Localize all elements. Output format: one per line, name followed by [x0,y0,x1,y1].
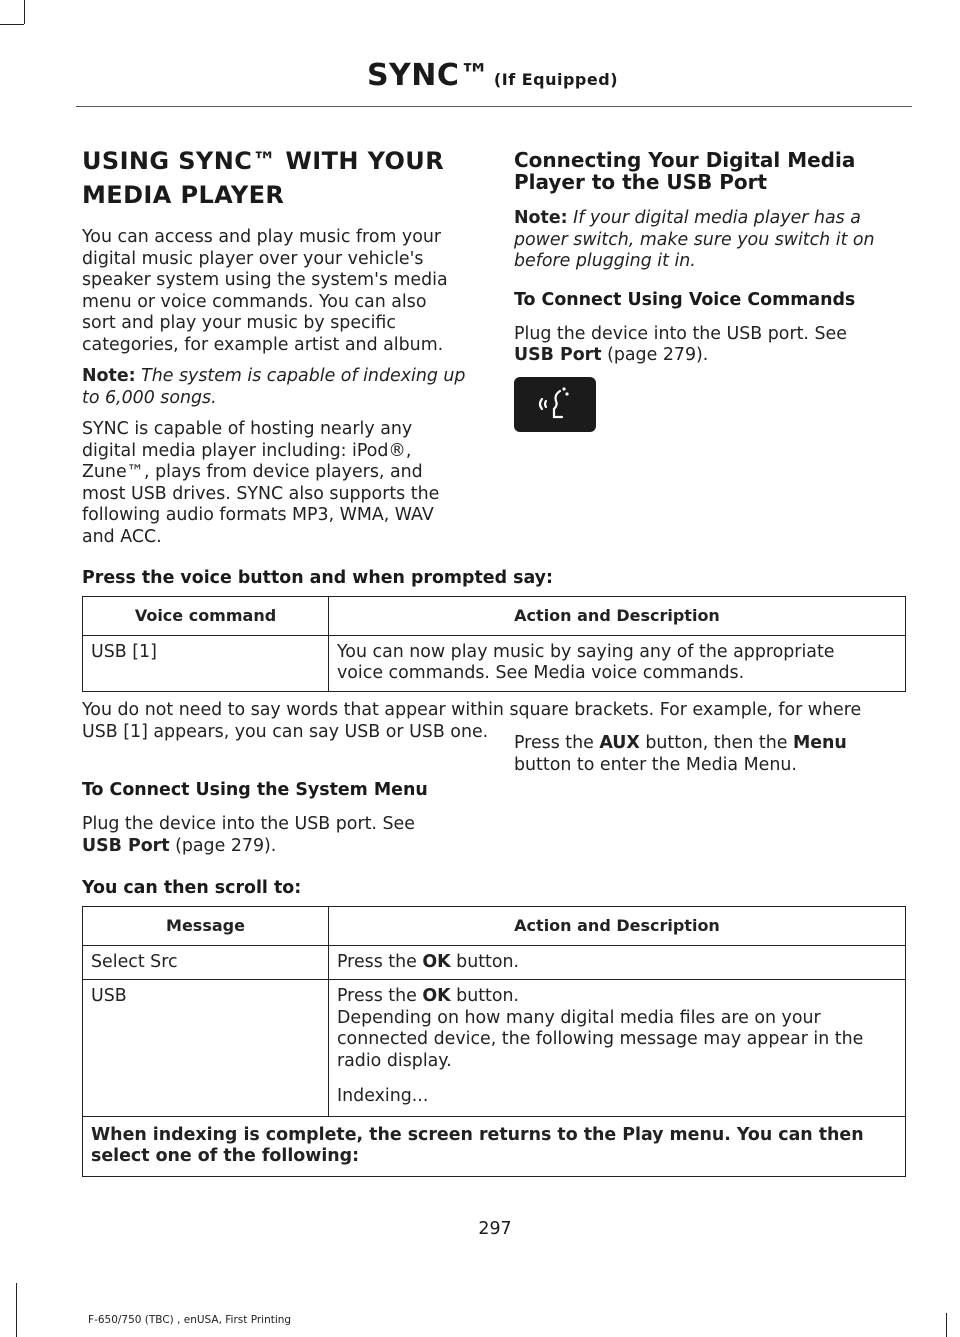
column-header: Message [83,907,329,946]
system-menu-plug-instruction: Plug the device into the USB port. See USB Port (page 279). [82,814,415,856]
voice-commands-heading: To Connect Using Voice Commands [514,289,856,310]
column-header: Action and Description [329,907,906,946]
power-switch-note: Note: If your digital media player has a power switch, make sure you switch it on before plugging it in. [514,208,875,271]
indexing-complete-note: When indexing is complete, the screen returns to the Play menu. You can then select one of the following: [83,1116,906,1176]
supported-players-paragraph: SYNC is capable of hosting nearly any digital media player including: iPod®, Zune™, plays from device players, and most USB drives. SYNC also supports the following audio formats MP3, WMA, WAV and ACC. [82,419,440,547]
table-header-row [83,907,906,946]
action-cell: Press the OK button. Depending on how many digital media files are on your connected device, the following message may appear in the radio display. Indexing... [329,980,906,1117]
message-cell: Select Src [83,945,329,980]
voice-command-table [82,596,906,692]
note-label: Note: [514,208,568,228]
column-header: Action and Description [329,597,906,636]
right-column [514,149,914,367]
usb-port-reference: USB Port [514,345,602,365]
usb-port-reference: USB Port [82,835,170,856]
crop-mark-bottom-right [946,1313,947,1337]
voice-command-cell: USB [1] [83,635,329,691]
table-row [83,945,906,980]
section-heading: USING SYNC™ WITH YOUR MEDIA PLAYER [82,147,445,209]
voice-prompt: Press the voice button and when prompted say: [82,568,553,588]
page-header [367,58,618,93]
system-menu-heading: To Connect Using the System Menu [82,780,428,800]
note-label: Note: [82,366,136,386]
table-footer-row [83,1116,906,1176]
left-column [82,144,482,548]
voice-button-icon [514,377,596,432]
page-number: 297 [478,1219,512,1239]
action-cell: You can now play music by saying any of the appropriate voice commands. See Media voice commands. [329,635,906,691]
table-row [83,980,906,1117]
square-brackets-note: You do not need to say words that appear within square brackets. For example, for where USB [1] appears, you can say USB or USB one. [82,700,862,742]
ok-button-label: OK [422,986,451,1006]
system-menu-left [82,779,482,857]
indexing-message: Indexing... [337,1086,429,1106]
intro-paragraph: You can access and play music from your digital music player over your vehicle's speaker system using the system's media menu or voice commands. You can also sort and play your music by specific categories, for example artist and album. [82,227,448,355]
header-divider [76,106,912,107]
crop-mark-bottom-left [16,1283,17,1337]
aux-menu-instruction: Press the AUX button, then the Menu button to enter the Media Menu. [514,733,847,775]
crop-mark-top-left-h [0,24,24,25]
message-cell: USB [83,980,329,1117]
table-row [83,635,906,691]
column-header: Voice command [83,597,329,636]
ok-button-label: OK [422,951,451,972]
table-header-row [83,597,906,636]
crop-mark-top-left [24,0,25,24]
aux-button-label: AUX [599,733,640,753]
header-title: SYNC™ [366,58,490,93]
header-subtitle: (If Equipped) [493,70,618,89]
voice-plug-instruction: Plug the device into the USB port. See USB Port (page 279). [514,323,847,365]
menu-message-table [82,906,906,1177]
menu-button-label: Menu [792,733,847,753]
scroll-prompt: You can then scroll to: [82,878,302,898]
subsection-heading: Connecting Your Digital Media Player to the USB Port [514,148,856,194]
print-footer: F-650/750 (TBC) , enUSA, First Printing [88,1314,292,1326]
indexing-note: Note: The system is capable of indexing up to 6,000 songs. [82,366,466,408]
action-cell: Press the OK button. [329,945,906,980]
